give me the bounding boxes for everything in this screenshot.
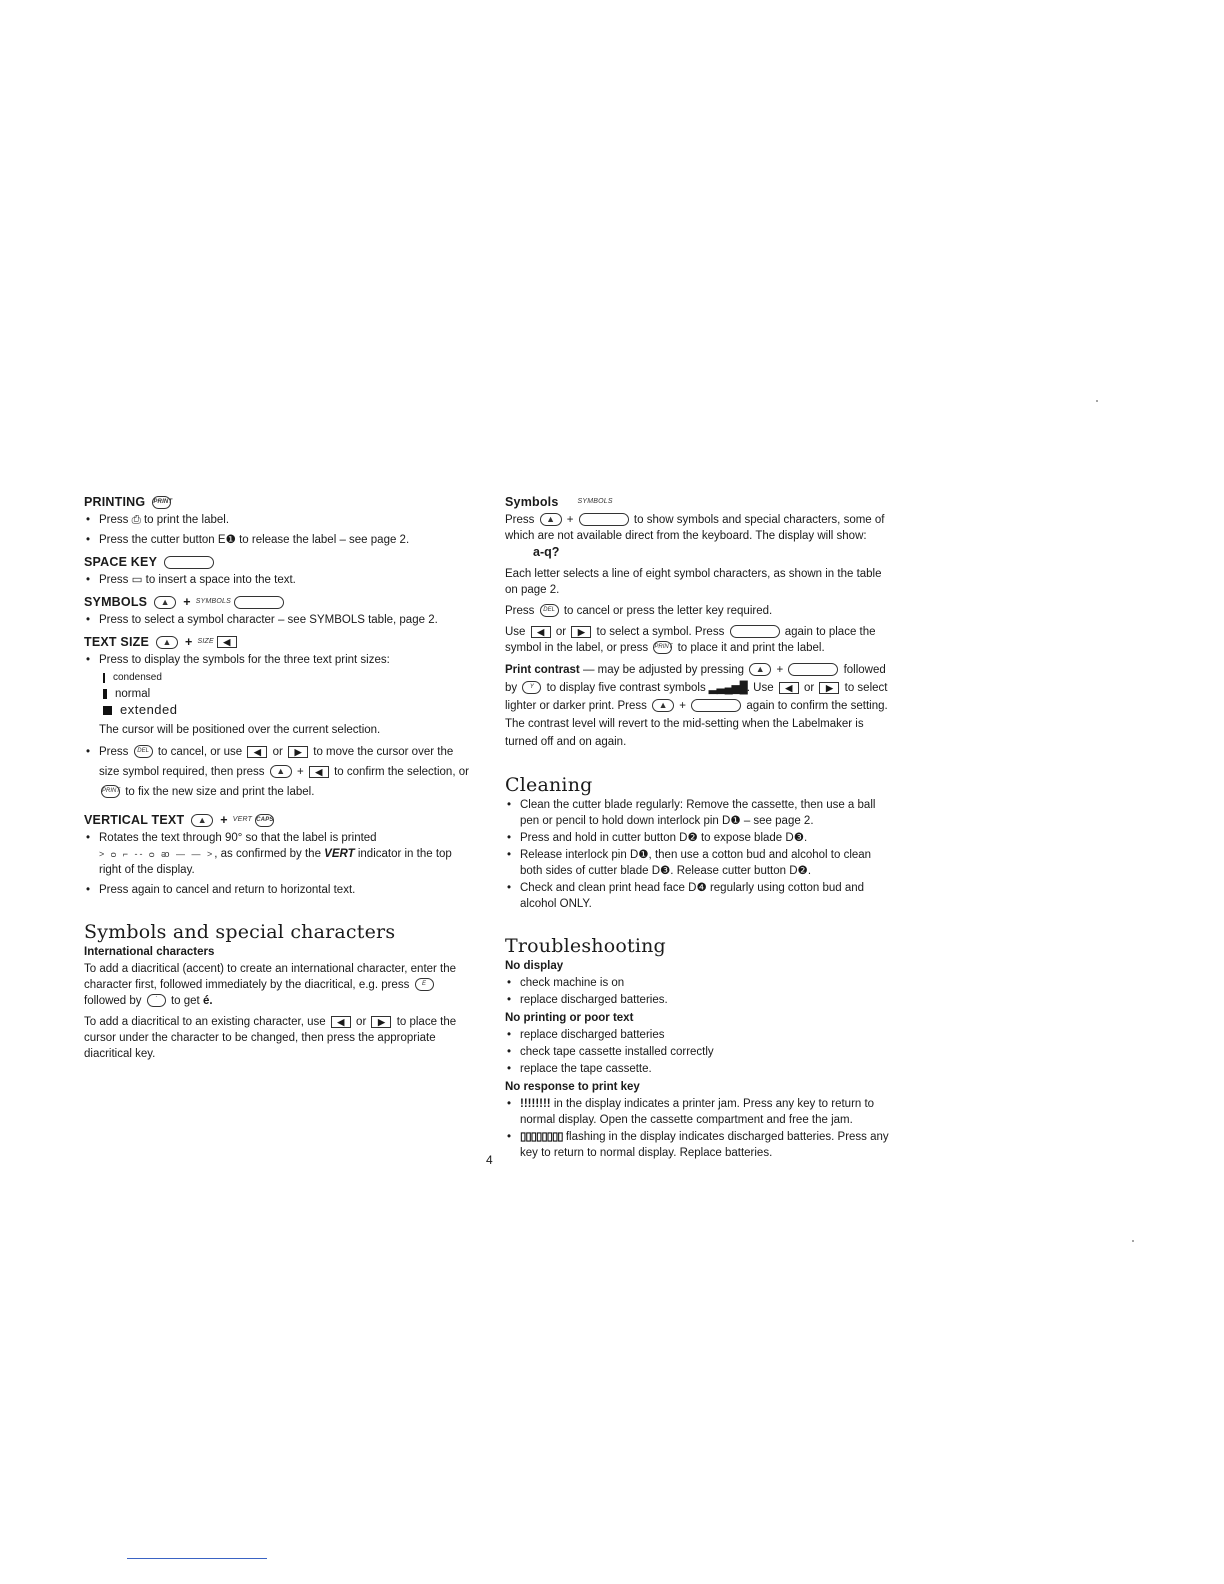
text-size-heading: TEXT SIZE ▲ + SIZE ◀ — [84, 634, 476, 650]
vertical-text-heading: VERTICAL TEXT ▲ + VERT CAPS — [84, 813, 274, 827]
no-printing-list — [505, 1027, 895, 1077]
right-arrow-key-icon: ▶ — [571, 626, 591, 638]
space-key-icon — [691, 699, 741, 712]
vertical-text-list — [84, 830, 476, 898]
symbols-paragraph-4: Use ◀ or ▶ to select a symbol. Press again to place the symbol in the label, or press PRINT to place it and print the label. — [505, 626, 876, 654]
symbols-key-label: SYMBOLS — [195, 598, 231, 605]
symbols-paragraph-2: Each letter selects a line of eight symbol characters, as shown in the table on page 2. — [505, 568, 882, 596]
scan-speck — [1132, 1240, 1134, 1242]
left-arrow-key-icon: ◀ — [247, 746, 267, 758]
no-response-list — [505, 1096, 895, 1161]
del-key-icon: DEL — [540, 604, 559, 617]
symbols-list — [84, 612, 476, 628]
y-key-icon: Y — [522, 681, 541, 694]
print-key-icon: PRINT — [152, 496, 171, 509]
list-item: • Release interlock pin D❶, then use a cotton bud and alcohol to clean both sides of cutter blade D❸. Release cutter button D❷. — [505, 847, 895, 879]
page-number: 4 — [486, 1153, 493, 1167]
list-item: • Press ⎙ to print the label. — [84, 512, 476, 528]
shift-key-icon: ▲ — [154, 596, 176, 609]
list-item: • Check and clean print head face D❹ regularly using cotton bud and alcohol ONLY. — [505, 880, 895, 912]
print-contrast-paragraph: Print contrast — may be adjusted by pressing ▲ + followed by Y to display five contrast symbols ▂▃▄▅█. Use ◀ or ▶ to select lighter or darker print. Press ▲ + again to confirm the setting. The contrast level will revert to the mid-setting when the Labelmaker is turned off and on again. — [505, 664, 888, 748]
symbols-heading: SYMBOLS ▲ + SYMBOLS — [84, 594, 476, 610]
vert-indicator: VERT — [324, 848, 355, 860]
print-key-icon: PRINT — [653, 641, 672, 654]
list-item: • Press the cutter button E❶ to release the label – see page 2. — [84, 532, 476, 548]
right-arrow-key-icon: ▶ — [371, 1016, 391, 1028]
shift-key-icon: ▲ — [540, 513, 562, 526]
list-item: • Clean the cutter blade regularly: Remove the cassette, then use a ball pen or pencil to hold down interlock pin D❶ – see page 2. — [505, 797, 895, 829]
jam-indicator: !!!!!!!! — [520, 1098, 551, 1110]
shift-key-icon: ▲ — [652, 699, 674, 712]
space-key-icon — [164, 556, 214, 569]
contrast-symbols-icon: ▂▃▄▅█ — [708, 682, 747, 694]
symbols-section-heading: Symbols SYMBOLS — [505, 495, 613, 509]
international-paragraph-2: To add a diacritical to an existing character, use ◀ or ▶ to place the cursor under the character to be changed, then press the appropriate diacritical key. — [84, 1016, 457, 1060]
caps-key-icon: CAPS — [255, 814, 274, 827]
size-condensed: condensed — [103, 670, 476, 686]
left-column — [84, 494, 476, 1067]
symbols-paragraph-3: Press DEL to cancel or press the letter key required. — [505, 605, 773, 617]
symbols-key-label: SYMBOLS — [577, 498, 613, 505]
right-arrow-key-icon: ▶ — [288, 746, 308, 758]
space-key-list — [84, 572, 476, 588]
left-arrow-key-icon: ◀ — [779, 682, 799, 694]
shift-key-icon: ▲ — [156, 636, 178, 649]
space-key-icon — [730, 625, 780, 638]
battery-indicator: ▯▯▯▯▯▯▯▯ — [520, 1131, 563, 1143]
footer-rule — [127, 1558, 267, 1559]
no-display-list — [505, 975, 895, 1008]
normal-bar-icon — [103, 689, 107, 699]
condensed-bar-icon — [103, 673, 105, 683]
display-readout: a-q? — [533, 545, 560, 559]
space-key-icon — [788, 663, 838, 676]
left-arrow-key-icon: ◀ — [331, 1016, 351, 1028]
left-arrow-key-icon: ◀ — [309, 766, 329, 778]
troubleshooting-heading: Troubleshooting — [505, 935, 666, 957]
symbols-paragraph-1: Press ▲ + to show symbols and special characters, some of which are not available direct from the keyboard. The display will show: a-q? — [505, 514, 885, 559]
list-item: • Press and hold in cutter button D❷ to expose blade D❸. — [505, 830, 895, 846]
no-display-subheading: No display — [505, 960, 564, 972]
printing-heading: PRINTING PRINT — [84, 495, 173, 509]
space-key-icon — [234, 596, 284, 609]
shift-key-icon: ▲ — [191, 814, 213, 827]
left-arrow-key-icon: ◀ — [217, 636, 237, 648]
list-item: • ▯▯▯▯▯▯▯▯ flashing in the display indicates discharged batteries. Press any key to return to normal display. Replace batteries. — [505, 1129, 895, 1161]
list-item: • check machine is on — [505, 975, 895, 991]
print-key-icon: PRINT — [101, 785, 120, 798]
scan-speck — [1096, 400, 1098, 402]
space-key-icon — [579, 513, 629, 526]
list-item: • replace the tape cassette. — [505, 1061, 895, 1077]
right-column — [505, 494, 895, 1162]
printing-list — [84, 512, 476, 548]
del-key-icon: DEL — [134, 745, 153, 758]
list-item: • Press ▭ to insert a space into the text. — [84, 572, 476, 588]
list-item: • Rotates the text through 90° so that the label is printed > ᴑ ⌐ -- ᴑ ᴔ — — >, as confirmed by the VERT indicator in the top right of the display. — [84, 830, 476, 878]
right-arrow-key-icon: ▶ — [819, 682, 839, 694]
special-characters-heading: Symbols and special characters — [84, 921, 396, 943]
text-size-list — [84, 652, 476, 802]
size-options — [99, 670, 476, 718]
size-extended: extended — [103, 702, 476, 718]
left-arrow-key-icon: ◀ — [531, 626, 551, 638]
cleaning-list — [505, 797, 895, 912]
no-response-subheading: No response to print key — [505, 1081, 640, 1093]
space-key-heading: SPACE KEY — [84, 554, 476, 570]
vert-key-label: VERT — [232, 816, 253, 823]
cleaning-heading: Cleaning — [505, 774, 593, 796]
list-item: • replace discharged batteries — [505, 1027, 895, 1043]
list-item: • check tape cassette installed correctly — [505, 1044, 895, 1060]
accent-key-icon: ´ — [147, 994, 166, 1007]
size-normal: normal — [103, 686, 476, 702]
size-key-label: SIZE — [197, 638, 214, 645]
shift-key-icon: ▲ — [270, 765, 292, 778]
international-paragraph-1: To add a diacritical (accent) to create an international character, enter the character first, followed immediately by the diacritical, e.g. press E followed by ´ to get é. — [84, 963, 457, 1007]
list-item: • Press DEL to cancel, or use ◀ or ▶ to move the cursor over the size symbol required, then press ▲ + ◀ to confirm the selection, or PRINT to fix the new size and print the label. — [84, 742, 476, 802]
shift-key-icon: ▲ — [749, 663, 771, 676]
no-printing-subheading: No printing or poor text — [505, 1012, 634, 1024]
list-item: • !!!!!!!! in the display indicates a printer jam. Press any key to return to normal display. Open the cassette compartment and free the jam. — [505, 1096, 895, 1128]
list-item: • Press again to cancel and return to horizontal text. — [84, 882, 476, 898]
vertical-sample-icon: > ᴑ ⌐ -- ᴑ ᴔ — — > — [99, 849, 215, 859]
extended-bar-icon — [103, 706, 112, 715]
international-characters-subheading: International characters — [84, 946, 215, 958]
list-item: • replace discharged batteries. — [505, 992, 895, 1008]
list-item: • Press to select a symbol character – see SYMBOLS table, page 2. — [84, 612, 476, 628]
list-item: • Press to display the symbols for the three text print sizes: condensed normal extended The cursor will be positioned over the current selection. — [84, 652, 476, 738]
e-key-icon: E — [415, 978, 434, 991]
